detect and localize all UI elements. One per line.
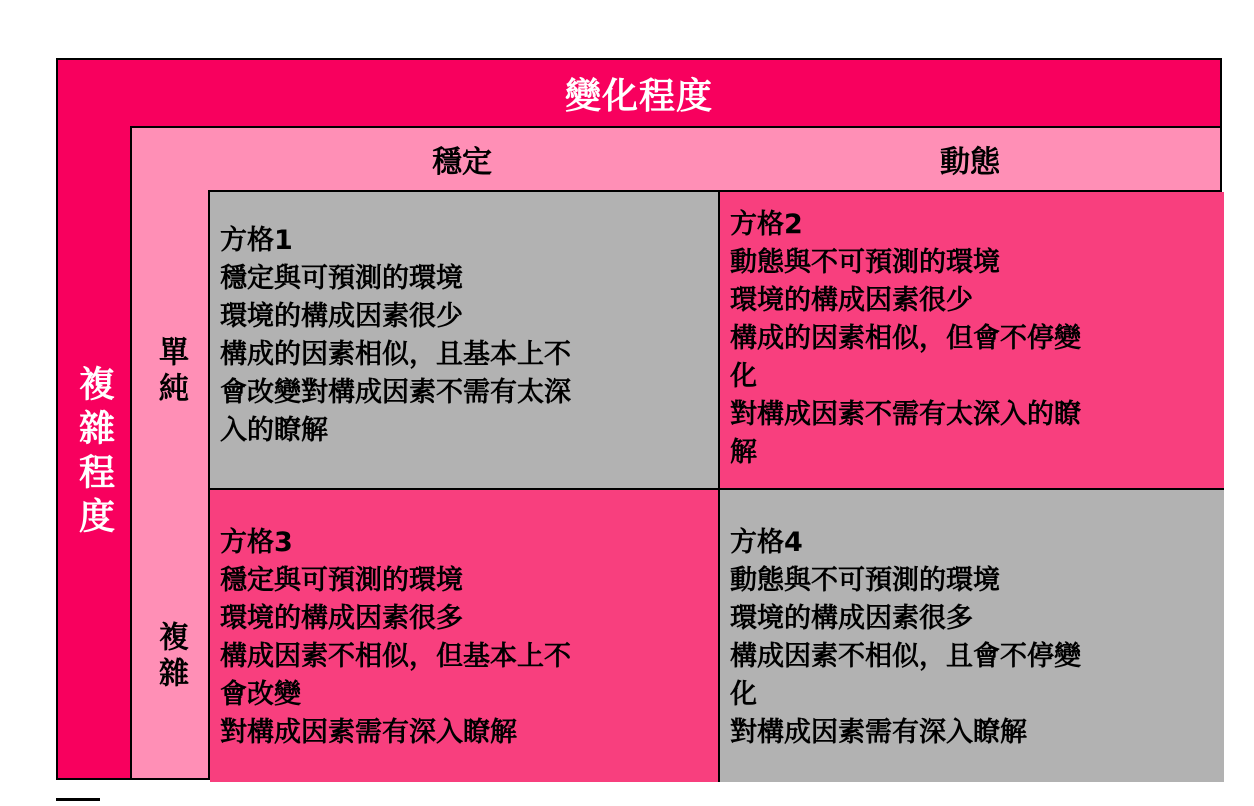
quadrant-line: 構成因素不相似，且會不停變 (730, 641, 1081, 672)
row-header-simple: 單純 (153, 336, 188, 408)
matrix-inner (130, 126, 1220, 778)
matrix-grid (208, 190, 1220, 778)
quadrant-line: 環境的構成因素很多 (220, 603, 463, 634)
quadrant-line: 對構成因素需有深入瞭解 (730, 717, 1027, 748)
quadrant-line: 對構成因素不需有太深入的瞭 (730, 399, 1081, 430)
quadrant-line: 構成的因素相似，但會不停變 (730, 323, 1081, 354)
row-header-simple-box (132, 252, 208, 492)
divider-mark (56, 798, 100, 801)
quadrant-line: 穩定與可預測的環境 (220, 263, 463, 294)
quadrant-1 (210, 192, 718, 488)
quadrant-line: 環境的構成因素很少 (730, 285, 973, 316)
quadrant-line: 化 (730, 679, 757, 710)
row-header-complex-box (132, 552, 208, 762)
side-axis-title: 複雜程度 (73, 365, 115, 541)
matrix-frame (56, 58, 1222, 780)
quadrant-line: 會改變對構成因素不需有太深 (220, 377, 571, 408)
column-header-dynamic: 動態 (940, 145, 1000, 180)
quadrant-line: 對構成因素需有深入瞭解 (220, 717, 517, 748)
row-header-complex: 複雜 (153, 621, 188, 693)
column-header-stable: 穩定 (432, 145, 492, 180)
quadrant-line: 構成的因素相似，且基本上不 (220, 339, 571, 370)
quadrant-line: 穩定與可預測的環境 (220, 565, 463, 596)
quadrant-line: 環境的構成因素很多 (730, 603, 973, 634)
side-axis-title-box (58, 126, 130, 780)
quadrant-line: 動態與不可預測的環境 (730, 565, 1000, 596)
quadrant-line: 環境的構成因素很少 (220, 301, 463, 332)
quadrant-title: 方格3 (220, 527, 293, 558)
quadrant-4 (718, 488, 1224, 782)
quadrant-line: 解 (730, 437, 757, 468)
quadrant-line: 會改變 (220, 679, 301, 710)
quadrant-title: 方格1 (220, 225, 293, 256)
quadrant-3 (210, 488, 718, 782)
quadrant-line: 入的瞭解 (220, 415, 328, 446)
quadrant-line: 動態與不可預測的環境 (730, 247, 1000, 278)
quadrant-line: 構成因素不相似，但基本上不 (220, 641, 571, 672)
quadrant-title: 方格4 (730, 527, 803, 558)
quadrant-2 (718, 192, 1224, 488)
top-axis-title: 變化程度 (564, 75, 713, 117)
quadrant-title: 方格2 (730, 209, 803, 240)
quadrant-line: 化 (730, 361, 757, 392)
